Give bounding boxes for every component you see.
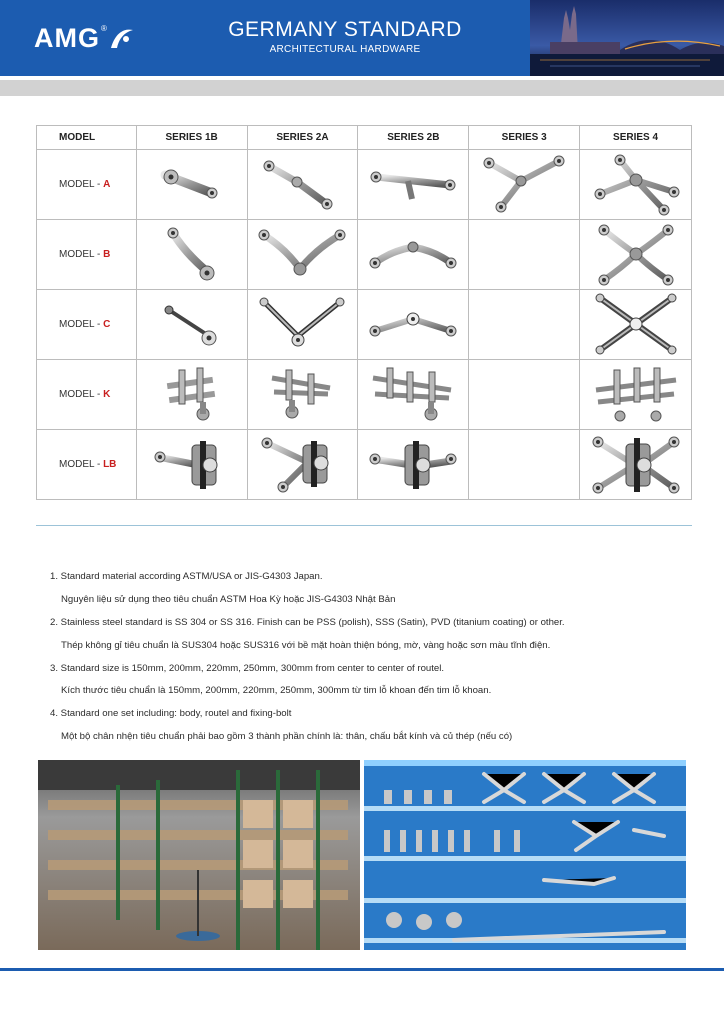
note-vietnamese: Kích thước tiêu chuẩn là 150mm, 200mm, 220mm, 250mm, 300mm từ tim lỗ khoan đến tim lỗ khoan. — [61, 685, 492, 697]
brand-logo[interactable] — [34, 18, 135, 58]
fitting-cell — [469, 150, 580, 220]
spider-fitting-lb-2-arm-image — [261, 435, 343, 495]
spider-fitting-4-arm-image — [590, 222, 682, 288]
header-gray-band — [0, 80, 724, 96]
spider-fitting-2-way-image — [368, 165, 458, 205]
spider-fitting-2-way-image — [367, 307, 459, 343]
model-code: C — [103, 319, 111, 330]
note-vietnamese: Một bộ chân nhện tiêu chuẩn phải bao gồm 3 thành phần chính là: thân, chấu bắt kính và củ thép (nếu có) — [61, 731, 513, 743]
column-header: SERIES 3 — [469, 126, 580, 150]
fitting-cell — [247, 150, 358, 220]
page-subtitle: ARCHITECTURAL HARDWARE — [269, 44, 421, 55]
model-label: MODEL - A — [37, 150, 137, 220]
table-row — [37, 430, 692, 500]
model-label: MODEL - K — [37, 360, 137, 430]
logo-text: AMG — [34, 22, 100, 53]
column-header: SERIES 1B — [136, 126, 247, 150]
fitting-cell — [136, 290, 247, 360]
table-row — [37, 290, 692, 360]
spider-fitting-2-arm-image — [256, 296, 348, 354]
product-showroom-photo — [364, 760, 686, 950]
spider-fitting-1-arm-image — [157, 165, 227, 205]
factory-warehouse-photo — [38, 760, 360, 950]
spider-fitting-2-arm-image — [257, 160, 347, 210]
bolt-fitting-image — [157, 364, 227, 426]
specification-notes — [50, 570, 690, 753]
fitting-cell — [247, 220, 358, 290]
spider-fitting-1-arm-image — [157, 225, 227, 285]
model-code: K — [103, 389, 111, 400]
fitting-cell — [136, 360, 247, 430]
model-label: MODEL - C — [37, 290, 137, 360]
fitting-cell — [136, 150, 247, 220]
spider-fitting-2-way-image — [367, 235, 459, 275]
model-code: B — [103, 249, 111, 260]
spider-fitting-table — [36, 125, 692, 500]
spider-fitting-4-arm-image — [590, 292, 682, 358]
logo-registered-mark: ® — [101, 23, 107, 33]
fitting-cell — [136, 220, 247, 290]
fitting-cell — [580, 290, 692, 360]
fitting-cell-empty — [469, 360, 580, 430]
fitting-cell — [247, 290, 358, 360]
table-row — [37, 220, 692, 290]
bolt-fitting-image — [590, 364, 682, 426]
column-header: SERIES 2A — [247, 126, 358, 150]
fitting-cell — [247, 430, 358, 500]
fitting-cell — [580, 150, 692, 220]
model-code: LB — [103, 459, 117, 470]
fitting-cell — [580, 430, 692, 500]
spider-fitting-lb-1-arm-image — [152, 437, 232, 493]
city-night-photo — [530, 0, 724, 76]
column-header: SERIES 2B — [358, 126, 469, 150]
spider-fitting-lb-2-way-image — [367, 437, 459, 493]
model-code: A — [103, 179, 111, 190]
fitting-cell-empty — [469, 290, 580, 360]
fitting-cell — [136, 430, 247, 500]
logo-swoosh-icon — [109, 26, 135, 50]
note-english: 3. Standard size is 150mm, 200mm, 220mm, 250mm, 300mm from center to center of routel. — [50, 662, 445, 674]
fitting-cell — [580, 360, 692, 430]
model-label: MODEL - LB — [37, 430, 137, 500]
spider-fitting-1-arm-image — [157, 300, 227, 350]
table-row — [37, 150, 692, 220]
spider-fitting-lb-4-arm-image — [590, 434, 682, 496]
fitting-cell — [358, 290, 469, 360]
note-english: 2. Stainless steel standard is SS 304 or SS 316. Finish can be PSS (polish), SSS (Satin), PVD (titanium coating) or other. — [50, 616, 565, 628]
note-english: 1. Standard material according ASTM/USA or JIS-G4303 Japan. — [50, 571, 323, 582]
fitting-cell — [580, 220, 692, 290]
header-titles — [200, 18, 490, 55]
spider-fitting-4-arm-image — [590, 154, 682, 216]
model-label: MODEL - B — [37, 220, 137, 290]
note-vietnamese: Nguyên liệu sử dụng theo tiêu chuẩn ASTM Hoa Kỳ hoặc JIS-G4303 Nhật Bản — [61, 593, 396, 605]
column-header: SERIES 4 — [580, 126, 692, 150]
page-title: GERMANY STANDARD — [228, 18, 462, 41]
spider-fitting-3-arm-image — [479, 155, 569, 215]
footer-rule — [0, 968, 724, 971]
fitting-cell — [358, 150, 469, 220]
table-header-row — [37, 126, 692, 150]
header-banner — [0, 0, 724, 76]
fitting-cell — [247, 360, 358, 430]
fitting-cell — [358, 430, 469, 500]
spider-fitting-2-arm-image — [256, 229, 348, 281]
column-header: MODEL — [37, 126, 137, 150]
note-vietnamese: Thép không gỉ tiêu chuẩn là SUS304 hoặc SUS316 với bề mặt hoàn thiện bóng, mờ, vàng hoặc sơn màu tĩnh điện. — [61, 639, 551, 651]
table-row — [37, 360, 692, 430]
note-english: 4. Standard one set including: body, routel and fixing-bolt — [50, 708, 292, 720]
section-divider — [36, 525, 692, 526]
bolt-fitting-image — [262, 364, 342, 426]
fitting-cell-empty — [469, 430, 580, 500]
fitting-cell — [358, 360, 469, 430]
bolt-fitting-image — [367, 364, 459, 426]
fitting-cell — [358, 220, 469, 290]
fitting-cell-empty — [469, 220, 580, 290]
